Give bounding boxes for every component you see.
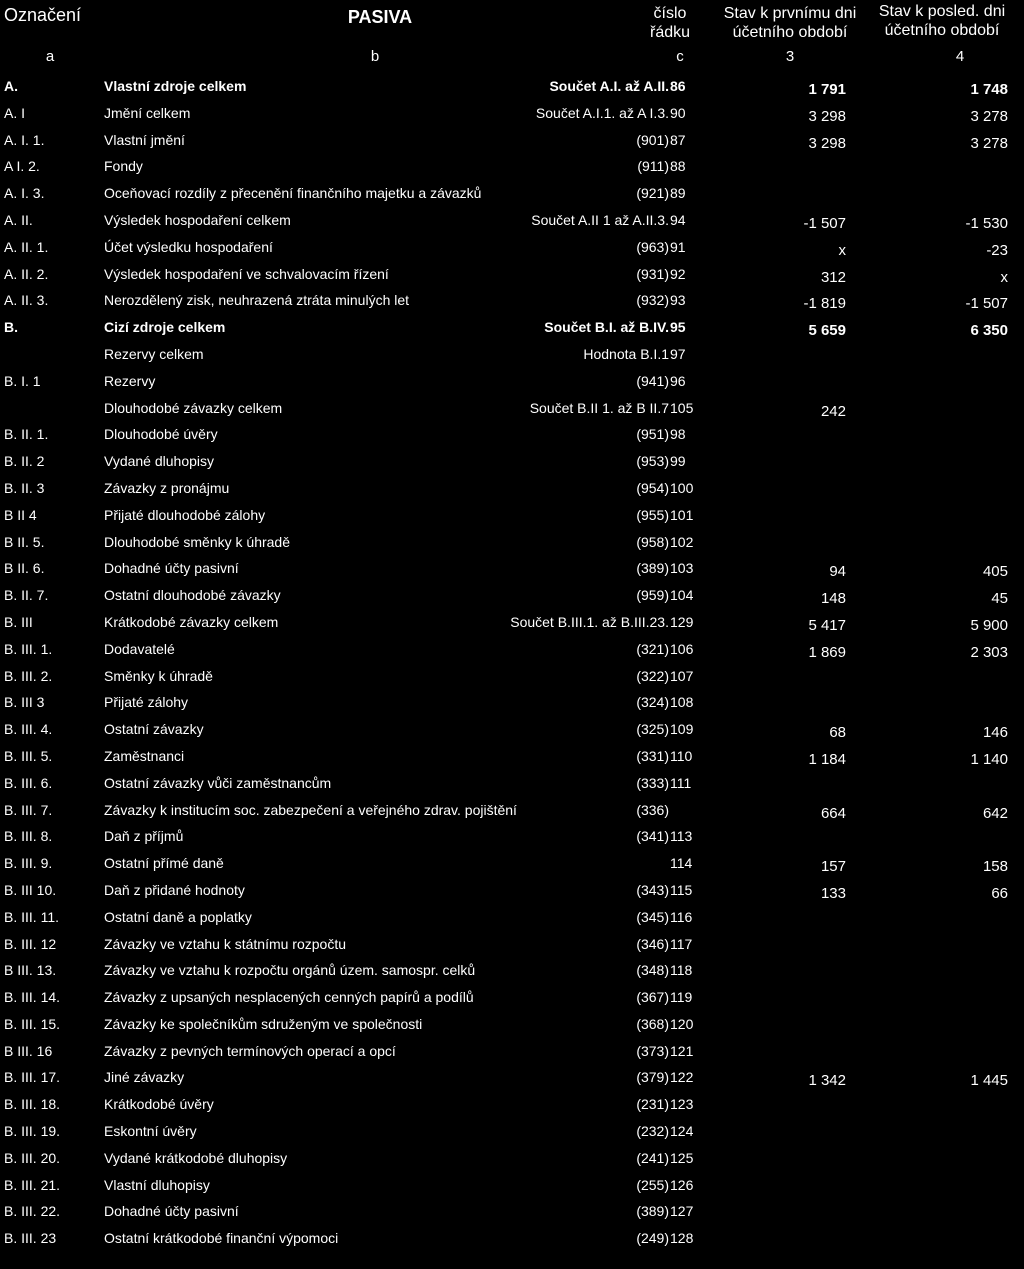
- row-sum: (346): [636, 935, 669, 952]
- row-sum: (932): [636, 292, 669, 309]
- row-mark: B. III. 20.: [4, 1149, 61, 1166]
- table-row: [0, 1011, 1024, 1038]
- header-cislo-line2: řádku: [649, 24, 691, 41]
- row-value-last-day: -1 507: [965, 295, 1008, 313]
- subheader-b: b: [370, 48, 380, 65]
- row-line-number: 109: [670, 721, 694, 738]
- row-line-number: 102: [670, 533, 694, 550]
- row-value-last-day: 158: [982, 858, 1008, 876]
- row-sum: Hodnota B.I.1: [583, 345, 669, 362]
- row-mark: B. II. 7.: [4, 587, 49, 604]
- table-row: [0, 1225, 1024, 1252]
- row-sum: Součet B.II 1. až B II.7: [529, 399, 669, 416]
- row-mark: B. III. 12: [4, 935, 57, 952]
- table-row: [0, 234, 1024, 261]
- table-row: [0, 1172, 1024, 1199]
- row-mark: B. III. 15.: [4, 1015, 61, 1032]
- row-name: Výsledek hospodaření ve schvalovacím řízení: [104, 265, 389, 282]
- row-line-number: 101: [670, 506, 694, 523]
- row-name: Ostatní daně a poplatky: [104, 908, 252, 925]
- row-sum: (901): [636, 131, 669, 148]
- row-line-number: 91: [670, 238, 686, 255]
- row-value-last-day: 1 140: [970, 750, 1008, 768]
- row-name: Přijaté zálohy: [104, 694, 189, 711]
- row-mark: B. III. 18.: [4, 1096, 61, 1113]
- table-row: [0, 1198, 1024, 1225]
- row-mark: B. III 3: [4, 694, 45, 711]
- row-name: Dodavatelé: [104, 640, 175, 657]
- header-cislo-line1: číslo: [653, 5, 687, 22]
- row-sum: (379): [636, 1069, 669, 1086]
- table-row: [0, 368, 1024, 395]
- row-name: Dohadné účty pasivní: [104, 1203, 239, 1220]
- row-value-last-day: -23: [986, 241, 1008, 259]
- row-value-first-day: 3 298: [808, 107, 846, 125]
- row-line-number: 127: [670, 1203, 694, 1220]
- table-row: [0, 850, 1024, 877]
- row-mark: B. III. 5.: [4, 747, 53, 764]
- row-name: Závazky z pevných termínových operací a opcí: [104, 1042, 396, 1059]
- row-name: Nerozdělený zisk, neuhrazená ztráta minulých let: [104, 292, 410, 309]
- row-name: Dlouhodobé úvěry: [104, 426, 218, 443]
- row-sum: Součet A.I. až A.II.: [549, 78, 669, 94]
- table-row: [0, 823, 1024, 850]
- row-name: Ostatní závazky vůči zaměstnancům: [104, 774, 332, 791]
- row-line-number: 94: [670, 211, 686, 228]
- header-stav-posled-line1: Stav k posled. dni: [878, 3, 1006, 20]
- row-line-number: 89: [670, 185, 686, 202]
- table-row: [0, 636, 1024, 663]
- row-name: Ostatní závazky: [104, 721, 204, 738]
- row-value-first-day: 1 184: [808, 750, 846, 768]
- row-mark: A. I. 1.: [4, 131, 45, 148]
- row-sum: (333): [636, 774, 669, 791]
- row-name: Cizí zdroje celkem: [104, 319, 226, 336]
- row-line-number: 110: [670, 747, 693, 764]
- header-cislo-radku: [630, 4, 710, 42]
- table-row: [0, 1145, 1024, 1172]
- row-mark: B II 4: [4, 506, 37, 523]
- row-sum: (255): [636, 1176, 669, 1193]
- row-value-last-day: x: [1000, 268, 1008, 286]
- row-line-number: 95: [670, 319, 686, 336]
- row-name: Daň z přidané hodnoty: [104, 881, 245, 898]
- row-value-first-day: 5 659: [808, 322, 846, 340]
- row-sum: (232): [636, 1123, 669, 1140]
- table-row: [0, 448, 1024, 475]
- row-mark: B. III. 7.: [4, 801, 53, 818]
- row-sum: (249): [636, 1230, 669, 1247]
- row-line-number: 111: [670, 774, 692, 791]
- row-line-number: 106: [670, 640, 694, 657]
- row-name: Vlastní zdroje celkem: [104, 78, 247, 94]
- table-row: [0, 395, 1024, 422]
- row-sum: (955): [636, 506, 669, 523]
- row-mark: B. III. 9.: [4, 855, 53, 872]
- row-line-number: 114: [670, 855, 693, 872]
- row-mark: B. III. 22.: [4, 1203, 61, 1220]
- table-row: [0, 502, 1024, 529]
- row-name: Jiné závazky: [104, 1069, 185, 1086]
- row-mark: B. III. 17.: [4, 1069, 61, 1086]
- row-line-number: 105: [670, 399, 694, 416]
- row-value-last-day: 1 445: [970, 1072, 1008, 1090]
- row-line-number: 93: [670, 292, 686, 309]
- row-value-last-day: 45: [991, 590, 1008, 608]
- row-line-number: 115: [670, 881, 693, 898]
- subheader-c: c: [676, 48, 684, 65]
- row-name: Fondy: [104, 158, 143, 175]
- row-mark: B. III. 2.: [4, 667, 53, 684]
- row-line-number: 128: [670, 1230, 694, 1247]
- row-mark: B. III. 6.: [4, 774, 53, 791]
- row-mark: B II. 5.: [4, 533, 45, 550]
- table-row: [0, 100, 1024, 127]
- row-value-last-day: 5 900: [970, 616, 1008, 634]
- row-sum: (345): [636, 908, 669, 925]
- row-line-number: 120: [670, 1015, 694, 1032]
- row-name: Vydané dluhopisy: [104, 453, 215, 470]
- row-sum: (951): [636, 426, 669, 443]
- table-row: [0, 555, 1024, 582]
- row-mark: A. I: [4, 104, 26, 121]
- table-row: [0, 529, 1024, 556]
- row-sum: (367): [636, 989, 669, 1006]
- table-row: [0, 475, 1024, 502]
- row-name: Oceňovací rozdíly z přecenění finančního majetku a závazků: [104, 185, 482, 202]
- row-line-number: 104: [670, 587, 694, 604]
- row-mark: B III. 16: [4, 1042, 53, 1059]
- row-mark: A I. 2.: [4, 158, 40, 175]
- row-line-number: 118: [670, 962, 693, 979]
- table-row: [0, 931, 1024, 958]
- row-value-first-day: x: [838, 241, 846, 259]
- subheader-3: 3: [785, 48, 795, 65]
- row-value-last-day: 3 278: [970, 107, 1008, 125]
- row-sum: (954): [636, 479, 669, 496]
- row-line-number: 121: [670, 1042, 694, 1059]
- row-line-number: 92: [670, 265, 686, 282]
- row-value-first-day: 94: [829, 563, 846, 581]
- row-sum: (343): [636, 881, 669, 898]
- table-row: [0, 180, 1024, 207]
- row-value-first-day: 5 417: [808, 616, 846, 634]
- table-row: [0, 314, 1024, 341]
- row-mark: B. III. 21.: [4, 1176, 61, 1193]
- row-value-first-day: 664: [820, 804, 846, 822]
- row-mark: A.: [4, 78, 18, 94]
- row-mark: A. II.: [4, 211, 33, 228]
- row-name: Vlastní dluhopisy: [104, 1176, 210, 1193]
- row-name: Dlouhodobé směnky k úhradě: [104, 533, 291, 550]
- row-mark: B. III. 19.: [4, 1123, 61, 1140]
- table-row: [0, 287, 1024, 314]
- row-name: Závazky ve vztahu k rozpočtu orgánů územ. samospr. celků: [104, 962, 476, 979]
- row-line-number: 98: [670, 426, 686, 443]
- row-name: Zaměstnanci: [104, 747, 185, 764]
- row-mark: B. III. 23: [4, 1230, 57, 1247]
- row-sum: (241): [636, 1149, 669, 1166]
- row-name: Závazky k institucím soc. zabezpečení a veřejného zdrav. pojištění: [104, 801, 517, 818]
- row-sum: (963): [636, 238, 669, 255]
- row-line-number: 108: [670, 694, 694, 711]
- row-value-last-day: 3 278: [970, 134, 1008, 152]
- row-sum: (959): [636, 587, 669, 604]
- row-sum: (911): [637, 158, 669, 175]
- table-row: [0, 153, 1024, 180]
- row-line-number: 126: [670, 1176, 694, 1193]
- header-stav-prvni-line1: Stav k prvnímu dni: [723, 5, 857, 22]
- row-sum: Součet B.III.1. až B.III.23.: [510, 613, 669, 630]
- row-mark: B. I. 1: [4, 372, 41, 389]
- row-line-number: 117: [670, 935, 693, 952]
- row-sum: (331): [636, 747, 669, 764]
- table-row: [0, 341, 1024, 368]
- table-row: [0, 609, 1024, 636]
- row-name: Vydané krátkodobé dluhopisy: [104, 1149, 288, 1166]
- row-sum: (389): [636, 560, 669, 577]
- row-name: Ostatní krátkodobé finanční výpomoci: [104, 1230, 339, 1247]
- row-value-first-day: -1 507: [803, 214, 846, 232]
- table-row: [0, 984, 1024, 1011]
- row-value-last-day: 2 303: [970, 643, 1008, 661]
- row-line-number: 103: [670, 560, 694, 577]
- row-mark: B.: [4, 319, 18, 336]
- row-name: Ostatní dlouhodobé závazky: [104, 587, 281, 604]
- row-name: Krátkodobé úvěry: [104, 1096, 214, 1113]
- pasiva-table: [0, 73, 1024, 1252]
- row-sum: (931): [636, 265, 669, 282]
- row-line-number: 87: [670, 131, 686, 148]
- row-line-number: 90: [670, 104, 686, 121]
- table-row: [0, 127, 1024, 154]
- row-name: Závazky z pronájmu: [104, 479, 230, 496]
- row-sum: (921): [636, 185, 669, 202]
- row-line-number: 100: [670, 479, 694, 496]
- table-row: [0, 716, 1024, 743]
- row-sum: (324): [636, 694, 669, 711]
- row-mark: B. III. 1.: [4, 640, 53, 657]
- row-value-last-day: 405: [982, 563, 1008, 581]
- row-line-number: 107: [670, 667, 694, 684]
- row-value-last-day: 642: [982, 804, 1008, 822]
- row-sum: (368): [636, 1015, 669, 1032]
- row-sum: (389): [636, 1203, 669, 1220]
- row-line-number: 122: [670, 1069, 694, 1086]
- table-row: [0, 877, 1024, 904]
- row-sum: (325): [636, 721, 669, 738]
- header-stav-posled: [860, 2, 1024, 40]
- row-value-first-day: 157: [820, 858, 846, 876]
- row-mark: B. II. 1.: [4, 426, 49, 443]
- table-row: [0, 1091, 1024, 1118]
- table-row: [0, 421, 1024, 448]
- row-sum: (373): [636, 1042, 669, 1059]
- row-mark: B. III. 8.: [4, 828, 53, 845]
- row-name: Ostatní přímé daně: [104, 855, 224, 872]
- table-row: [0, 207, 1024, 234]
- row-mark: B. II. 2: [4, 453, 45, 470]
- subheader-4: 4: [955, 48, 965, 65]
- row-sum: Součet A.I.1. až A I.3.: [535, 104, 669, 121]
- row-mark: A. II. 3.: [4, 292, 49, 309]
- row-line-number: 119: [670, 989, 693, 1006]
- row-name: Závazky z upsaných nesplacených cenných papírů a podílů: [104, 989, 474, 1006]
- row-mark: A. II. 1.: [4, 238, 49, 255]
- row-sum: (953): [636, 453, 669, 470]
- row-value-first-day: 312: [820, 268, 846, 286]
- table-row: [0, 689, 1024, 716]
- row-sum: (958): [636, 533, 669, 550]
- row-mark: B. III 10.: [4, 881, 57, 898]
- table-row: [0, 663, 1024, 690]
- row-line-number: 99: [670, 453, 686, 470]
- table-row: [0, 797, 1024, 824]
- table-row: [0, 73, 1024, 100]
- row-value-last-day: -1 530: [965, 214, 1008, 232]
- subheader-a: a: [45, 48, 55, 65]
- row-value-last-day: 1 748: [970, 81, 1008, 98]
- row-name: Eskontní úvěry: [104, 1123, 197, 1140]
- row-sum: Součet A.II 1 až A.II.3.: [531, 211, 669, 228]
- row-sum: (231): [636, 1096, 669, 1113]
- row-line-number: 116: [670, 908, 693, 925]
- row-value-first-day: -1 819: [803, 295, 846, 313]
- row-value-last-day: 6 350: [970, 322, 1008, 340]
- table-row: [0, 582, 1024, 609]
- header-stav-prvni: [700, 4, 880, 42]
- row-value-last-day: 146: [982, 724, 1008, 742]
- row-name: Vlastní jmění: [104, 131, 185, 148]
- row-name: Jmění celkem: [104, 104, 191, 121]
- row-value-first-day: 133: [820, 884, 846, 902]
- table-row: [0, 1038, 1024, 1065]
- row-line-number: 125: [670, 1149, 694, 1166]
- row-value-first-day: 242: [820, 402, 846, 420]
- row-value-first-day: 148: [820, 590, 846, 608]
- header-pasiva: PASIVA: [347, 7, 413, 27]
- row-line-number: 97: [670, 345, 686, 362]
- row-line-number: 86: [670, 78, 686, 94]
- table-row: [0, 743, 1024, 770]
- table-row: [0, 261, 1024, 288]
- row-name: Závazky ve vztahu k státnímu rozpočtu: [104, 935, 346, 952]
- row-line-number: 129: [670, 613, 694, 630]
- row-name: Rezervy celkem: [104, 345, 204, 362]
- row-sum: (341): [636, 828, 669, 845]
- table-row: [0, 1064, 1024, 1091]
- table-row: [0, 770, 1024, 797]
- header-oznaceni: Označení: [4, 5, 82, 25]
- row-sum: (321): [636, 640, 669, 657]
- row-name: Závazky ke společníkům sdruženým ve společnosti: [104, 1015, 423, 1032]
- row-name: Rezervy: [104, 372, 156, 389]
- row-name: Účet výsledku hospodaření: [104, 238, 273, 255]
- table-row: [0, 957, 1024, 984]
- row-mark: B II. 6.: [4, 560, 45, 577]
- row-sum: (348): [636, 962, 669, 979]
- row-name: Dlouhodobé závazky celkem: [104, 399, 283, 416]
- header-stav-prvni-line2: účetního období: [732, 24, 848, 41]
- row-sum: (322): [636, 667, 669, 684]
- row-mark: B. III. 11.: [4, 908, 59, 925]
- row-line-number: 88: [670, 158, 686, 175]
- row-sum: (941): [636, 372, 669, 389]
- table-row: [0, 1118, 1024, 1145]
- row-value-first-day: 1 791: [808, 81, 846, 98]
- row-mark: B. III. 4.: [4, 721, 53, 738]
- row-name: Směnky k úhradě: [104, 667, 213, 684]
- row-mark: B. II. 3: [4, 479, 45, 496]
- header-stav-posled-line2: účetního období: [884, 22, 1000, 39]
- row-name: Daň z příjmů: [104, 828, 184, 845]
- row-value-first-day: 1 869: [808, 643, 846, 661]
- row-name: Výsledek hospodaření celkem: [104, 211, 291, 228]
- row-sum: Součet B.I. až B.IV.: [544, 319, 669, 336]
- row-value-last-day: 66: [991, 884, 1008, 902]
- row-value-first-day: 1 342: [808, 1072, 846, 1090]
- row-mark: A. I. 3.: [4, 185, 45, 202]
- row-mark: B III. 13.: [4, 962, 57, 979]
- row-line-number: 124: [670, 1123, 694, 1140]
- row-sum: (336): [636, 801, 669, 818]
- row-name: Přijaté dlouhodobé zálohy: [104, 506, 266, 523]
- row-mark: B. III: [4, 613, 33, 630]
- row-line-number: 113: [670, 828, 693, 845]
- row-mark: B. III. 14.: [4, 989, 61, 1006]
- row-mark: A. II. 2.: [4, 265, 49, 282]
- row-line-number: 123: [670, 1096, 694, 1113]
- row-line-number: 96: [670, 372, 686, 389]
- row-value-first-day: 68: [829, 724, 846, 742]
- table-row: [0, 904, 1024, 931]
- row-name: Dohadné účty pasivní: [104, 560, 239, 577]
- row-name: Krátkodobé závazky celkem: [104, 613, 279, 630]
- row-value-first-day: 3 298: [808, 134, 846, 152]
